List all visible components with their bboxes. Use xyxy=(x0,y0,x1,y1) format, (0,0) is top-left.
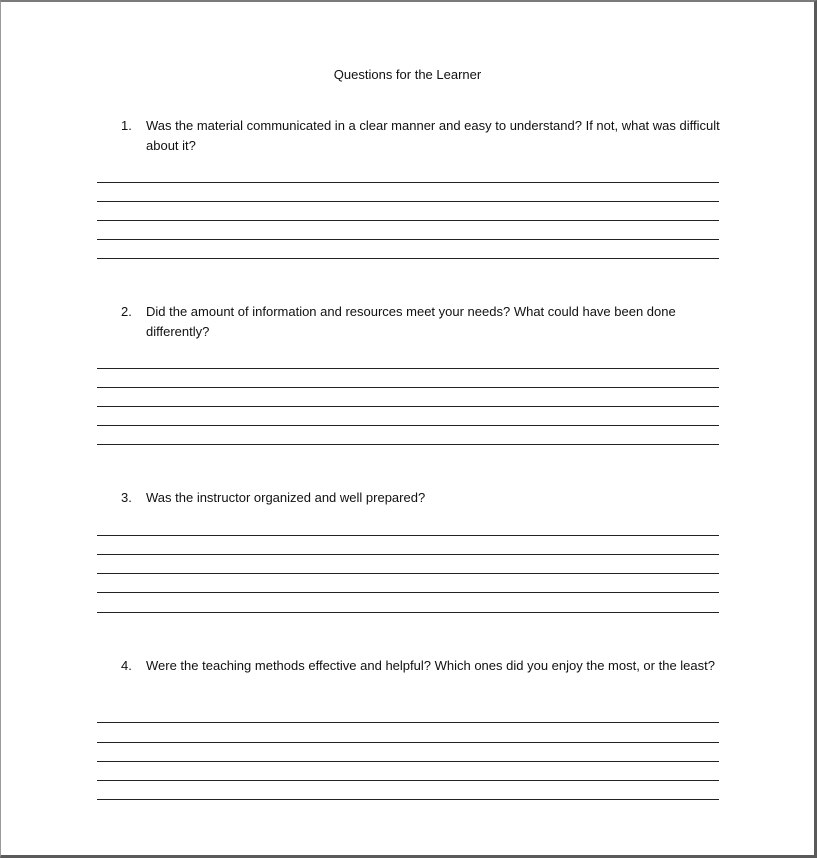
question-number: 4. xyxy=(121,658,132,673)
answer-line[interactable] xyxy=(97,742,719,743)
answer-line[interactable] xyxy=(97,425,719,426)
answer-line[interactable] xyxy=(97,387,719,388)
answer-line[interactable] xyxy=(97,554,719,555)
question-text: Did the amount of information and resources meet your needs? What could have been done differently? xyxy=(146,304,676,339)
question-text: Was the instructor organized and well prepared? xyxy=(146,490,426,505)
question-text: Was the material communicated in a clear manner and easy to understand? If not, what was difficult about it? xyxy=(146,118,720,153)
answer-line[interactable] xyxy=(97,799,719,800)
question-number: 2. xyxy=(121,304,132,319)
answer-line[interactable] xyxy=(97,258,719,259)
answer-line[interactable] xyxy=(97,406,719,407)
answer-line[interactable] xyxy=(97,573,719,574)
answer-line[interactable] xyxy=(97,612,719,613)
answer-line[interactable] xyxy=(97,220,719,221)
question-text: Were the teaching methods effective and helpful? Which ones did you enjoy the most, or the least? xyxy=(146,658,715,673)
page-title: Questions for the Learner xyxy=(333,67,482,82)
answer-line[interactable] xyxy=(97,368,719,369)
answer-line[interactable] xyxy=(97,722,719,723)
answer-line[interactable] xyxy=(97,535,719,536)
question-2 xyxy=(121,302,721,342)
question-3 xyxy=(121,488,721,508)
answer-line[interactable] xyxy=(97,201,719,202)
answer-line[interactable] xyxy=(97,761,719,762)
answer-line[interactable] xyxy=(97,182,719,183)
answer-line[interactable] xyxy=(97,780,719,781)
answer-line[interactable] xyxy=(97,444,719,445)
question-4 xyxy=(121,656,721,676)
question-number: 1. xyxy=(121,118,132,133)
question-1 xyxy=(121,116,721,156)
answer-line[interactable] xyxy=(97,592,719,593)
answer-line[interactable] xyxy=(97,239,719,240)
question-number: 3. xyxy=(121,490,132,505)
